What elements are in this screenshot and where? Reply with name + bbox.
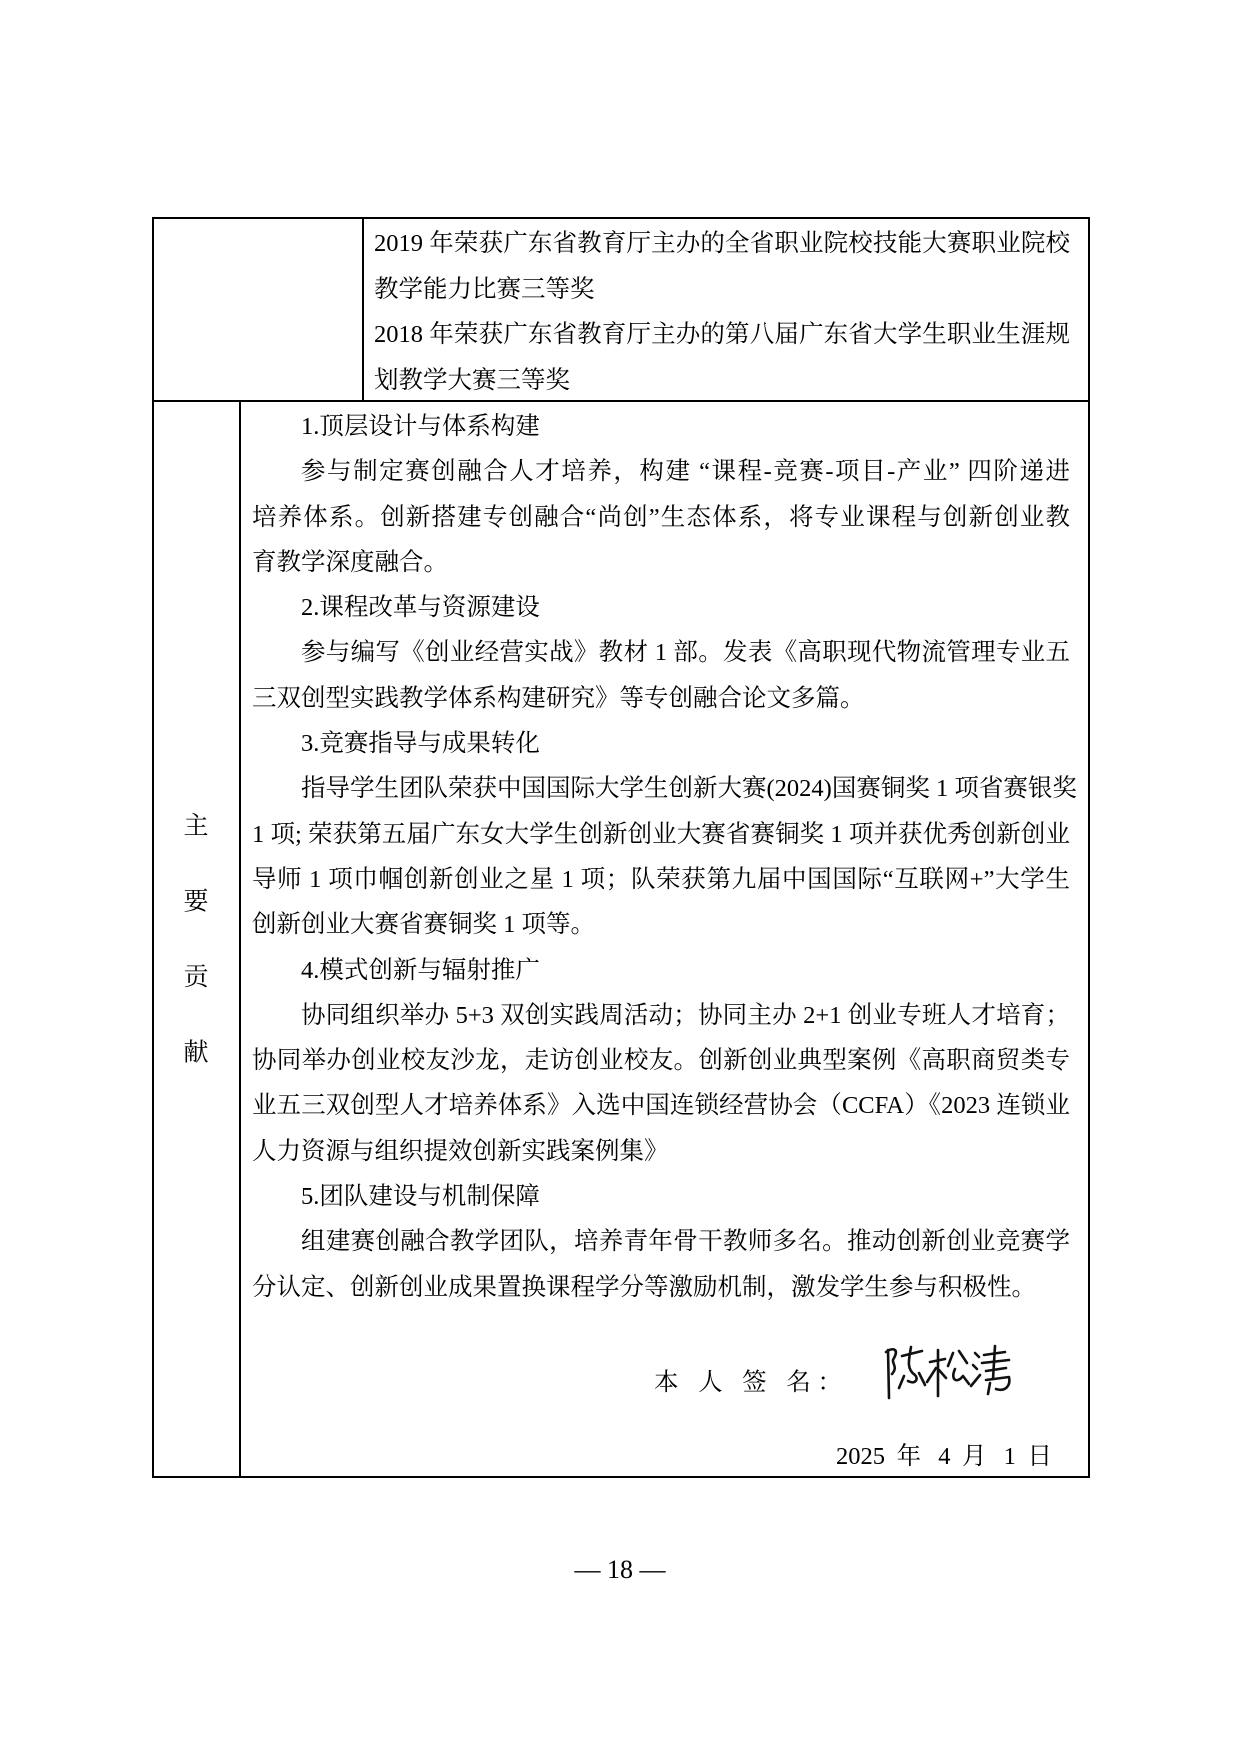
section-heading: 1.顶层设计与体系构建: [301, 413, 540, 440]
contribution-line: 协同举办创业校友沙龙，走访创业校友。创新创业典型案例《高职商贸类专: [252, 1047, 1070, 1075]
contribution-line: 业五三双创型人才培养体系》入选中国连锁经营协会（CCFA）《2023 连锁业: [252, 1092, 1070, 1120]
contributions-cell: [252, 404, 1077, 1310]
contribution-line: 创新创业大赛省赛铜奖 1 项等。: [252, 911, 595, 939]
contribution-line: 指导学生团队荣获中国国际大学生创新大赛(2024)国赛铜奖 1 项省赛银奖: [301, 775, 1077, 803]
contribution-line: 培养体系。创新搭建专创融合“尚创”生态体系，将专业课程与创新创业教: [252, 503, 1070, 531]
section-heading: 3.竞赛指导与成果转化: [301, 730, 540, 758]
contribution-line: 协同组织举办 5+3 双创实践周活动；协同主办 2+1 创业专班人才培育；: [301, 1001, 1070, 1029]
contributions-column-divider: [239, 400, 241, 1476]
contribution-line: 导师 1 项巾帼创新创业之星 1 项；队荣获第九届中国国际“互联网+”大学生: [252, 865, 1070, 893]
contribution-line: 组建赛创融合教学团队，培养青年骨干教师多名。推动创新创业竞赛学: [301, 1228, 1070, 1256]
award-line: 2019 年荣获广东省教育厅主办的全省职业院校技能大赛职业院校: [374, 230, 1070, 257]
section-heading: 5.团队建设与机制保障: [301, 1183, 540, 1211]
contribution-line: 三双创型实践教学体系构建研究》等专创融合论文多篇。: [252, 684, 865, 712]
award-line: 教学能力比赛三等奖: [374, 275, 595, 303]
signature-date: 2025 年 4 月 1 日: [836, 1443, 1052, 1470]
section-heading: 4.模式创新与辐射推广: [301, 956, 540, 984]
contribution-line: 参与制定赛创融合人才培养，构建 “课程-竞赛-项目-产业” 四阶递进: [301, 458, 1070, 486]
contribution-line: 1 项; 荣获第五届广东女大学生创新创业大赛省赛铜奖 1 项并获优秀创新创业: [252, 820, 1070, 848]
awards-column-divider: [362, 219, 364, 400]
awards-cell: [374, 221, 1070, 403]
handwritten-signature: [878, 1338, 1018, 1406]
contribution-line: 育教学深度融合。: [252, 548, 448, 576]
signature-label: 本 人 签 名：: [654, 1369, 842, 1396]
page-number: — 18 —: [574, 1555, 666, 1584]
contribution-line: 分认定、创新创业成果置换课程学分等激励机制，激发学生参与积极性。: [252, 1273, 1036, 1301]
award-line: 2018 年荣获广东省教育厅主办的第八届广东省大学生职业生涯规: [374, 321, 1070, 349]
contributions-label: 主要贡献: [180, 812, 207, 1114]
section-heading: 2.课程改革与资源建设: [301, 594, 540, 622]
contribution-line: 人力资源与组织提效创新实践案例集》: [252, 1137, 669, 1165]
contribution-line: 参与编写《创业经营实战》教材 1 部。发表《高职现代物流管理专业五: [301, 639, 1070, 667]
award-line: 划教学大赛三等奖: [374, 366, 570, 394]
